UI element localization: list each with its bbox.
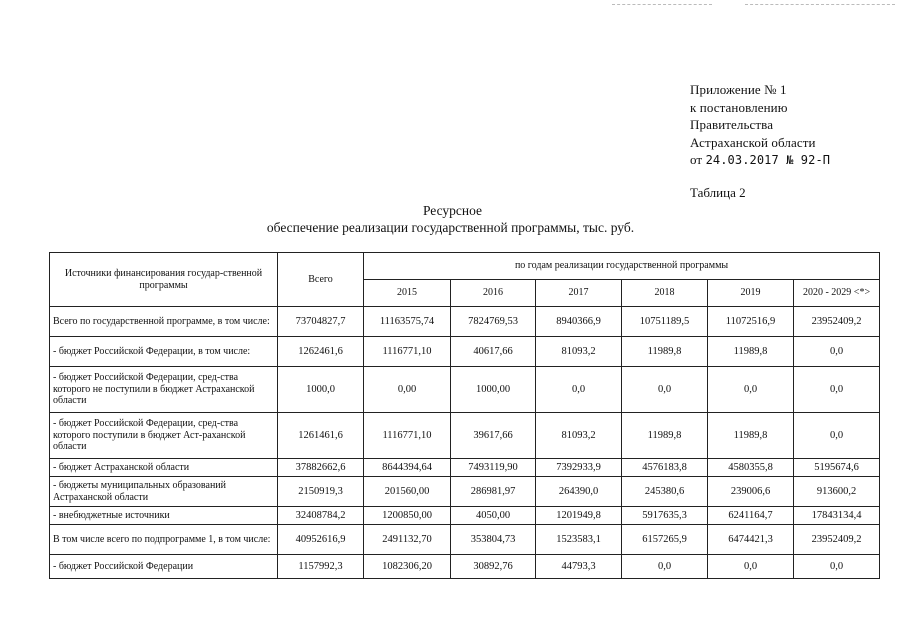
- appendix-block: [690, 81, 830, 170]
- row-total: 37882662,6: [278, 459, 364, 477]
- row-total: 2150919,3: [278, 477, 364, 507]
- row-year-value: 5917635,3: [622, 507, 708, 525]
- row-year-value: 0,0: [536, 367, 622, 413]
- row-label: Всего по государственной программе, в том числе:: [50, 307, 278, 337]
- row-year-value: 0,0: [794, 413, 880, 459]
- row-year-value: 1082306,20: [364, 555, 451, 579]
- header-year-2015: 2015: [364, 280, 451, 307]
- row-year-value: 11989,8: [622, 413, 708, 459]
- appendix-line-4: Астраханской области: [690, 134, 816, 150]
- row-year-value: 0,0: [708, 555, 794, 579]
- row-year-value: 39617,66: [451, 413, 536, 459]
- header-year-2019: 2019: [708, 280, 794, 307]
- row-year-value: 7824769,53: [451, 307, 536, 337]
- row-year-value: 1116771,10: [364, 413, 451, 459]
- row-label: - бюджет Российской Федерации, в том числе:: [50, 337, 278, 367]
- row-total: 1261461,6: [278, 413, 364, 459]
- row-year-value: 6474421,3: [708, 525, 794, 555]
- table-row: [50, 337, 880, 367]
- row-year-value: 4050,00: [451, 507, 536, 525]
- row-year-value: 10751189,5: [622, 307, 708, 337]
- row-year-value: 286981,97: [451, 477, 536, 507]
- row-year-value: 17843134,4: [794, 507, 880, 525]
- appendix-line-5: [690, 151, 830, 170]
- row-year-value: 8644394,64: [364, 459, 451, 477]
- row-label: - бюджет Астраханской области: [50, 459, 278, 477]
- row-year-value: 6241164,7: [708, 507, 794, 525]
- row-year-value: 913600,2: [794, 477, 880, 507]
- document-title: [0, 202, 905, 236]
- row-label: - бюджеты муниципальных образований Астраханской области: [50, 477, 278, 507]
- row-year-value: 1200850,00: [364, 507, 451, 525]
- title-line-2: обеспечение реализации государственной программы, тыс. руб.: [266, 220, 635, 235]
- row-year-value: 245380,6: [622, 477, 708, 507]
- header-year-2020-2029: 2020 - 2029 <*>: [794, 280, 880, 307]
- table-row: [50, 413, 880, 459]
- header-year-2016: 2016: [451, 280, 536, 307]
- header-year-2018: 2018: [622, 280, 708, 307]
- row-year-value: 0,00: [364, 367, 451, 413]
- row-year-value: 5195674,6: [794, 459, 880, 477]
- row-label: - бюджет Российской Федерации, сред-ства которого не поступили в бюджет Астраханской области: [50, 367, 278, 413]
- row-year-value: 44793,3: [536, 555, 622, 579]
- row-year-value: 81093,2: [536, 337, 622, 367]
- row-year-value: 7493119,90: [451, 459, 536, 477]
- row-year-value: 1523583,1: [536, 525, 622, 555]
- row-year-value: 23952409,2: [794, 307, 880, 337]
- scan-edge-line-right: [745, 4, 895, 5]
- appendix-line-3: Правительства: [690, 117, 774, 132]
- row-total: 1157992,3: [278, 555, 364, 579]
- table-row: [50, 307, 880, 337]
- table-row: [50, 507, 880, 525]
- row-year-value: 1116771,10: [364, 337, 451, 367]
- row-total: 1000,0: [278, 367, 364, 413]
- row-label: - бюджет Российской Федерации, сред-ства которого поступили в бюджет Аст-раханской области: [50, 413, 278, 459]
- row-year-value: 0,0: [622, 367, 708, 413]
- header-total: Всего: [278, 253, 364, 307]
- row-year-value: 0,0: [794, 367, 880, 413]
- row-total: 32408784,2: [278, 507, 364, 525]
- row-year-value: 353804,73: [451, 525, 536, 555]
- header-year-2017: 2017: [536, 280, 622, 307]
- row-total: 73704827,7: [278, 307, 364, 337]
- appendix-date-prefix: от: [690, 152, 703, 167]
- row-total: 40952616,9: [278, 525, 364, 555]
- row-year-value: 11989,8: [708, 337, 794, 367]
- scan-edge-line-left: [612, 4, 712, 5]
- row-year-value: 0,0: [708, 367, 794, 413]
- row-year-value: 201560,00: [364, 477, 451, 507]
- row-year-value: 8940366,9: [536, 307, 622, 337]
- row-year-value: 7392933,9: [536, 459, 622, 477]
- row-year-value: 81093,2: [536, 413, 622, 459]
- row-year-value: 1000,00: [451, 367, 536, 413]
- table-header-row-1: [50, 253, 880, 280]
- row-label: - внебюджетные источники: [50, 507, 278, 525]
- title-line-1: Ресурсное: [422, 203, 483, 218]
- header-source: Источники финансирования государ-ственной программы: [50, 253, 278, 307]
- row-total: 1262461,6: [278, 337, 364, 367]
- table-row: [50, 459, 880, 477]
- table-number: Таблица 2: [690, 185, 746, 200]
- table-row: [50, 477, 880, 507]
- row-year-value: 0,0: [794, 337, 880, 367]
- row-year-value: 11989,8: [622, 337, 708, 367]
- row-year-value: 0,0: [622, 555, 708, 579]
- row-year-value: 0,0: [794, 555, 880, 579]
- row-year-value: 11989,8: [708, 413, 794, 459]
- row-year-value: 264390,0: [536, 477, 622, 507]
- row-year-value: 4576183,8: [622, 459, 708, 477]
- appendix-date-number: 24.03.2017 № 92-П: [705, 153, 831, 167]
- row-year-value: 2491132,70: [364, 525, 451, 555]
- row-year-value: 40617,66: [451, 337, 536, 367]
- row-year-value: 4580355,8: [708, 459, 794, 477]
- resource-table: [49, 252, 880, 579]
- row-year-value: 11072516,9: [708, 307, 794, 337]
- row-label: В том числе всего по подпрограмме 1, в том числе:: [50, 525, 278, 555]
- row-year-value: 11163575,74: [364, 307, 451, 337]
- header-by-years: по годам реализации государственной программы: [364, 253, 880, 280]
- row-year-value: 1201949,8: [536, 507, 622, 525]
- row-year-value: 239006,6: [708, 477, 794, 507]
- row-year-value: 23952409,2: [794, 525, 880, 555]
- table-row: [50, 555, 880, 579]
- row-label: - бюджет Российской Федерации: [50, 555, 278, 579]
- table-row: [50, 525, 880, 555]
- appendix-line-2: к постановлению: [690, 99, 788, 115]
- appendix-line-1: Приложение № 1: [690, 82, 787, 97]
- row-year-value: 30892,76: [451, 555, 536, 579]
- table-row: [50, 367, 880, 413]
- row-year-value: 6157265,9: [622, 525, 708, 555]
